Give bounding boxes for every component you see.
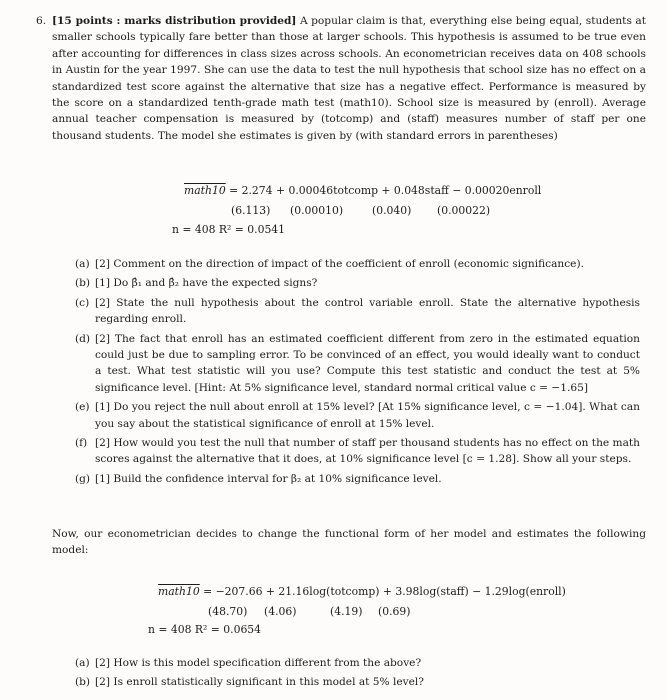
part-text: Is enroll statistically significant in this model at 5% level? xyxy=(113,676,424,689)
model1-se-enroll: (0.00022) xyxy=(437,204,491,217)
model2-stats: n = 408 R² = 0.0654 xyxy=(148,623,262,636)
parts-list-1 xyxy=(75,256,640,487)
part-text: The fact that enroll has an estimated coefficient different from zero in the estimated equation could just be due to sampling error. To be convinced of an effect, you would ideally want to conduct a test. What test statistic will you use? Compute this test statistic and conduct the test at 5% significance level. [Hint: At 5% significance level, standard normal critical value c = −1.65] xyxy=(95,332,640,394)
part-points: [2] xyxy=(95,258,111,270)
part-points: [2] xyxy=(95,437,111,450)
part-1d xyxy=(75,331,640,397)
part-label: (b) xyxy=(75,676,91,689)
model1-rhs: = 2.274 + 0.00046totcomp + 0.048staff − 0.00020enroll xyxy=(229,184,542,197)
part-points: [1] xyxy=(95,401,111,414)
part-label: (f) xyxy=(75,437,88,450)
question-number: 6. xyxy=(36,15,47,27)
part-label: (a) xyxy=(75,258,90,270)
part-points: [1] xyxy=(95,277,111,290)
part-label: (a) xyxy=(75,657,90,669)
question-header: [15 points : marks distribution provided] xyxy=(52,15,297,27)
model1-se-intercept: (6.113) xyxy=(231,204,271,217)
part-points: [2] xyxy=(95,296,111,309)
part-label: (e) xyxy=(75,401,90,414)
part-text: State the null hypothesis about the control variable enroll. State the alternative hypothesis regarding enroll. xyxy=(95,296,640,326)
part-label: (g) xyxy=(75,472,91,485)
parts-list-2 xyxy=(75,655,640,691)
part-points: [1] xyxy=(95,472,111,485)
part-points: [2] xyxy=(95,657,111,669)
part-1e xyxy=(75,399,640,432)
part-2a xyxy=(75,655,640,671)
model2-se-totcomp: (4.06) xyxy=(264,605,297,618)
part-1g xyxy=(75,471,640,487)
part-label: (c) xyxy=(75,296,90,309)
model1-se-totcomp: (0.00010) xyxy=(290,204,344,217)
part-1f xyxy=(75,435,640,468)
transition-text: Now, our econometrician decides to change the functional form of her model and estimates the following model: xyxy=(52,528,646,557)
model2-se-enroll: (0.69) xyxy=(378,605,411,618)
model2-rhs: = −207.66 + 21.16log(totcomp) + 3.98log(staff) − 1.29log(enroll) xyxy=(203,585,566,598)
part-1a xyxy=(75,256,640,272)
part-label: (b) xyxy=(75,277,91,290)
part-text: Do you reject the null about enroll at 15% level? [At 15% significance level, c = −1.04]. What can you say about the statistical significance of enroll at 15% level. xyxy=(95,401,640,430)
part-text: How would you test the null that number of staff per thousand students has no effect on the math scores against the alternative that it does, at 10% significance level [c = 1.28]. Show all your steps. xyxy=(95,437,640,466)
model1-stats: n = 408 R² = 0.0541 xyxy=(172,223,286,236)
model2-se-intercept: (48.70) xyxy=(208,605,248,618)
question-intro-text: A popular claim is that, everything else being equal, students at smaller schools typically fare better than those at larger schools. This hypothesis is assumed to be true even after accounting for differences in class sizes across schools. An econometrician receives data on 408 schools in Austin for the year 1997. She can use the data to test the null hypothesis that school size has no effect on a standardized test score against the alternative that size has a negative effect. Performance is measured by the score on a standardized tenth-grade math test (math10). School size is measured by (enroll). Average annual teacher compensation is measured by (totcomp) and (staff) measures number of staff per one thousand students. The model she estimates is given by (with standard errors in parentheses) xyxy=(52,15,646,142)
part-text: Comment on the direction of impact of the coefficient of enroll (economic significance). xyxy=(113,258,584,270)
part-1c xyxy=(75,295,640,328)
model2-equation xyxy=(158,584,566,600)
question-intro xyxy=(36,13,646,144)
part-1b xyxy=(75,275,640,291)
model1-equation xyxy=(184,183,541,199)
part-points: [2] xyxy=(95,332,111,345)
part-text: Do β̂₁ and β̂₂ have the expected signs? xyxy=(113,277,318,290)
model1-lhs: math10 xyxy=(184,184,226,197)
part-2b xyxy=(75,674,640,690)
model2-lhs: math10 xyxy=(158,585,200,598)
model1-se-staff: (0.040) xyxy=(372,204,412,217)
part-points: [2] xyxy=(95,676,111,689)
model2-se-staff: (4.19) xyxy=(330,605,363,618)
part-text: Build the confidence interval for β₂ at 10% significance level. xyxy=(113,472,442,485)
part-label: (d) xyxy=(75,332,91,345)
part-text: How is this model specification different from the above? xyxy=(113,657,422,669)
